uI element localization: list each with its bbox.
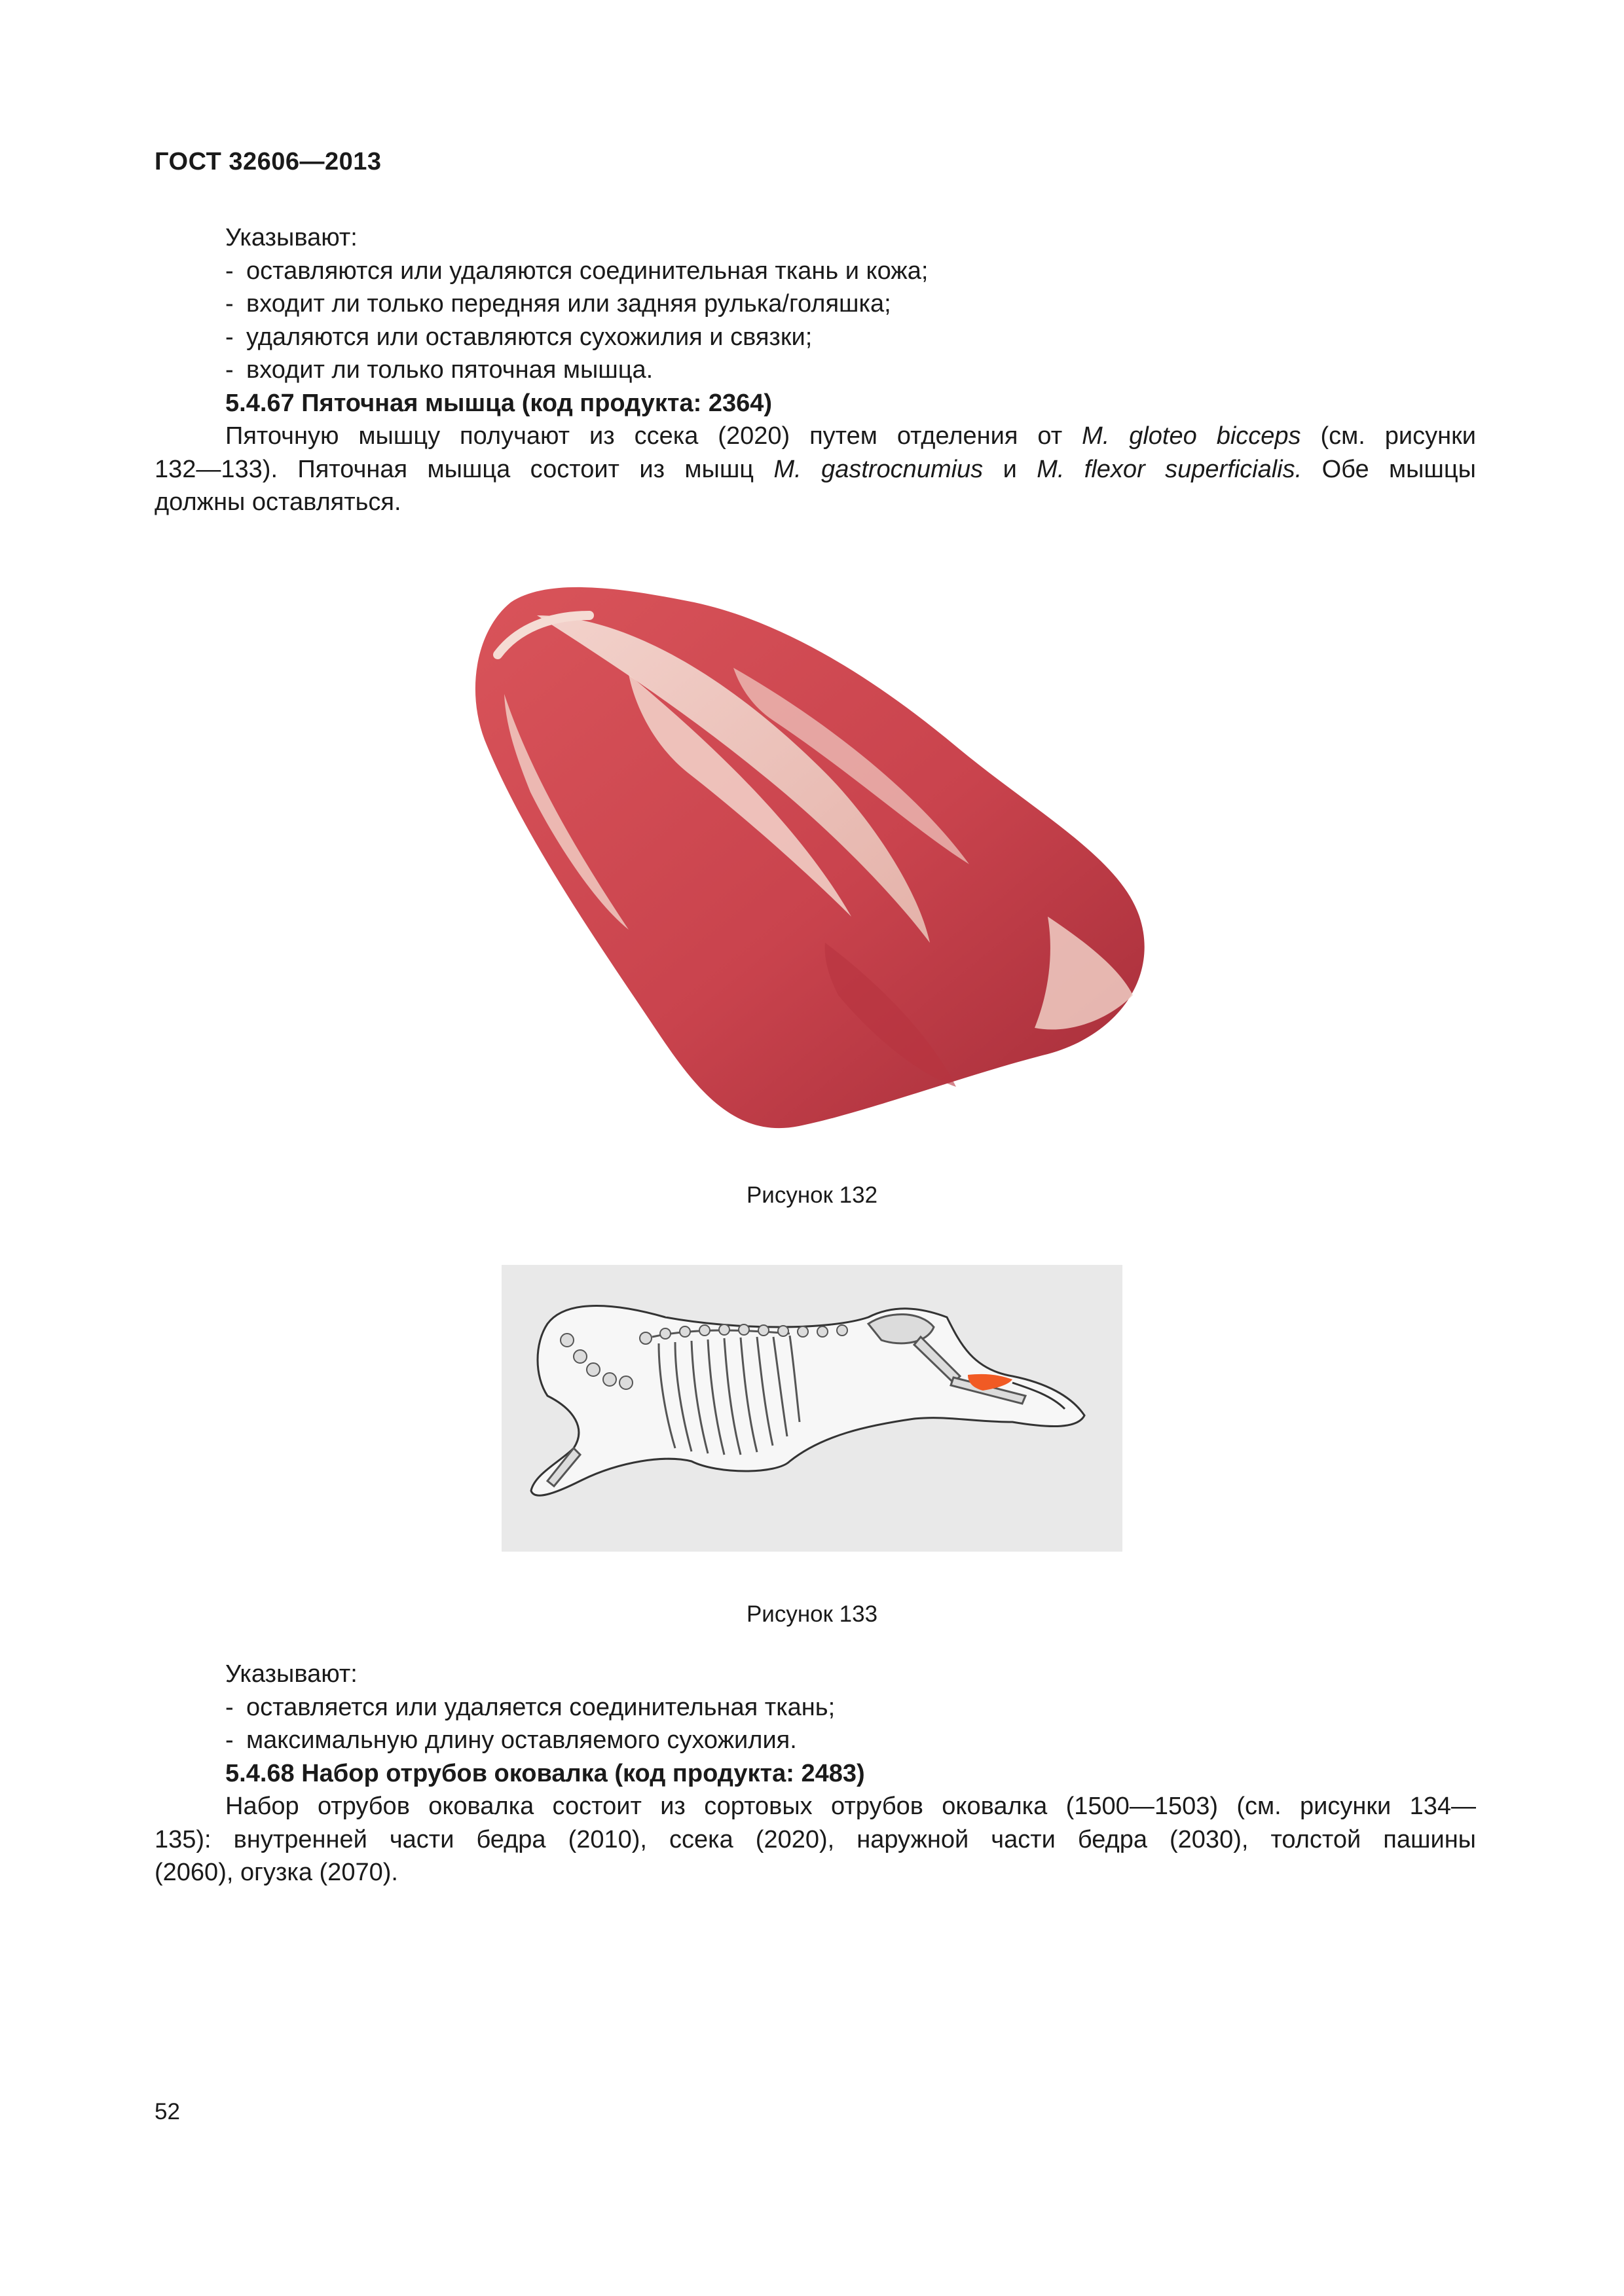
- list-item: - удаляются или оставляются сухожилия и связки;: [225, 323, 813, 351]
- section-heading-5-4-67: 5.4.67 Пяточная мышца (код продукта: 2364): [225, 389, 773, 417]
- instructions-intro: Указывают:: [225, 1660, 358, 1688]
- paragraph-line: должны оставляться.: [155, 488, 401, 516]
- page-number: 52: [155, 2099, 180, 2124]
- paragraph-line: (2060), огузка (2070).: [155, 1859, 398, 1886]
- paragraph-line: Пяточную мышцу получают из ссека (2020) путем отделения от M. gloteo bicceps (см. рисунки: [225, 422, 1476, 450]
- latin-term: M. gloteo bicceps: [1082, 422, 1301, 450]
- paragraph-line: 132—133). Пяточная мышца состоит из мышц M. gastrocnumius и M. flexor superficialis. Обе мышцы: [155, 455, 1476, 483]
- text-block-lower: [155, 1658, 1476, 1889]
- paragraph-line: 135): внутренней части бедра (2010), ссека (2020), наружной части бедра (2030), толстой пашины: [155, 1825, 1476, 1853]
- list-item: - максимальную длину оставляемого сухожилия.: [225, 1726, 797, 1754]
- text-block-upper: [155, 221, 1476, 519]
- instructions-intro: Указывают:: [225, 224, 358, 251]
- figure-meat-photo: [458, 576, 1166, 1139]
- section-heading-5-4-68: 5.4.68 Набор отрубов оковалка (код продукта: 2483): [225, 1759, 865, 1787]
- document-header: ГОСТ 32606—2013: [155, 148, 382, 175]
- figure-caption: Рисунок 133: [746, 1601, 878, 1627]
- figure-caption: Рисунок 132: [746, 1182, 878, 1208]
- list-item: - оставляются или удаляются соединительная ткань и кожа;: [225, 257, 929, 285]
- paragraph-line: Набор отрубов оковалка состоит из сортовых отрубов оковалка (1500—1503) (см. рисунки 134—: [225, 1793, 1476, 1820]
- list-item: - оставляется или удаляется соединительная ткань;: [225, 1693, 836, 1721]
- list-item: - входит ли только пяточная мышца.: [225, 356, 654, 384]
- latin-term: M. flexor superficialis.: [1037, 455, 1302, 483]
- figure-carcass-diagram: [502, 1265, 1122, 1552]
- list-item: - входит ли только передняя или задняя рулька/голяшка;: [225, 290, 891, 318]
- latin-term: M. gastrocnumius: [773, 455, 984, 483]
